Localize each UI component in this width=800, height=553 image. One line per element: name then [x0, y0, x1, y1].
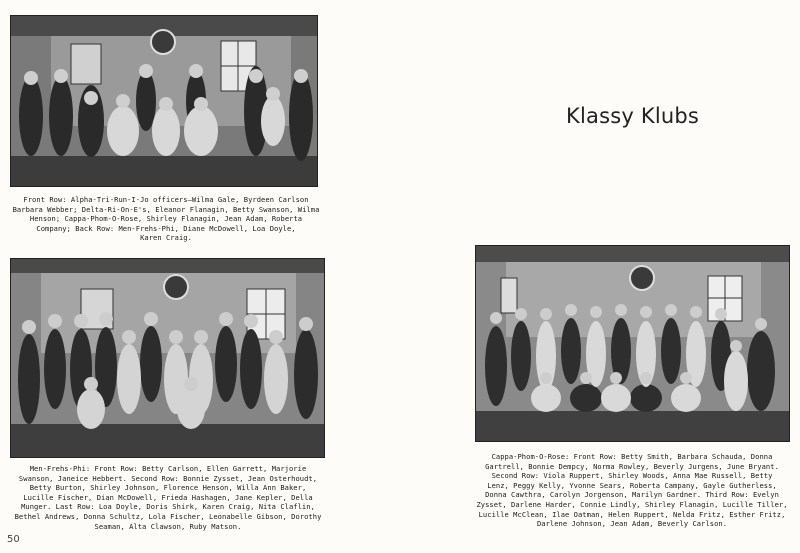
right-caption — [472, 452, 792, 529]
photo-illustration — [11, 16, 317, 186]
caption-line: Front Row: Alpha-Tri-Run-I-Jo officers—Wilma Gale, Byrdeen Carlson — [23, 195, 309, 204]
caption-line: Darlene Johnson, Jean Adam, Beverly Carlson. — [536, 519, 728, 529]
caption-line: Lenz, Peggy Kelly, Yvonne Sears, Roberta Campany, Gayle Gutherless, — [487, 480, 777, 490]
cappa-phom-o-rose-group-photo — [475, 245, 790, 442]
bottom-left-caption — [8, 464, 328, 531]
caption-line: Henson; Cappa-Phom-O-Rose, Shirley Flanagin, Jean Adam, Roberta — [29, 214, 303, 224]
caption-line: Lucille McClean, Ilae Oatman, Helen Ruppert, Nelda Fritz, Esther Fritz, — [478, 509, 786, 519]
caption-line: Men-Frehs-Phi: Front Row: Betty Carlson, Ellen Garrett, Marjorie — [29, 464, 307, 473]
caption-line: Donna Cawthra, Carolyn Jorgenson, Marilyn Gardner. Third Row: Evelyn — [485, 490, 779, 500]
caption-line: Munger. Last Row: Loa Doyle, Doris Shirk, Karen Craig, Nita Claflin, — [21, 502, 315, 512]
photo-illustration — [11, 259, 324, 457]
caption-line: Zysset, Darlene Harder, Connie Lindly, Shirley Flanagin, Lucille Tiller, — [476, 499, 788, 509]
caption-line: Company; Back Row: Men-Frehs-Phi, Diane McDowell, Loa Doyle, — [36, 223, 296, 233]
caption-line: Gartrell, Bonnie Dempcy, Norma Rowley, Beverly Jurgens, June Bryant. — [485, 461, 779, 471]
caption-line: Barbara Webber; Delta-Ri-On-E's, Eleanor Flanagin, Betty Swanson, Wilma — [12, 204, 320, 214]
caption-line: Seaman, Alta Clawson, Ruby Matson. — [94, 521, 242, 531]
caption-line: Cappa-Phom-O-Rose: Front Row: Betty Smith, Barbara Schauda, Donna — [491, 452, 773, 461]
page-number: 50 — [7, 534, 20, 545]
top-left-caption — [8, 195, 324, 243]
alpha-tri-run-i-jo-group-photo — [10, 15, 318, 187]
page-title: Klassy Klubs — [566, 104, 700, 128]
men-frehs-phi-group-photo — [10, 258, 325, 458]
caption-line: Betty Burton, Shirley Johnson, Florence Henson, Willa Ann Baker, — [29, 483, 307, 493]
caption-line: Bethel Andrews, Donna Schultz, Lola Fischer, Leonabelle Gibson, Dorothy — [14, 511, 322, 521]
caption-line: Swanson, Janeice Hebbert. Second Row: Bonnie Zysset, Jean Osterhoudt, — [18, 473, 318, 483]
photo-illustration — [476, 246, 789, 441]
caption-line: Karen Craig. — [140, 233, 192, 243]
caption-line: Lucille Fischer, Dian McDowell, Frieda Hashagen, Jane Kepler, Della — [23, 492, 313, 502]
caption-line: Second Row: Viola Ruppert, Shirley Woods, Anna Mae Russell, Betty — [491, 471, 773, 481]
